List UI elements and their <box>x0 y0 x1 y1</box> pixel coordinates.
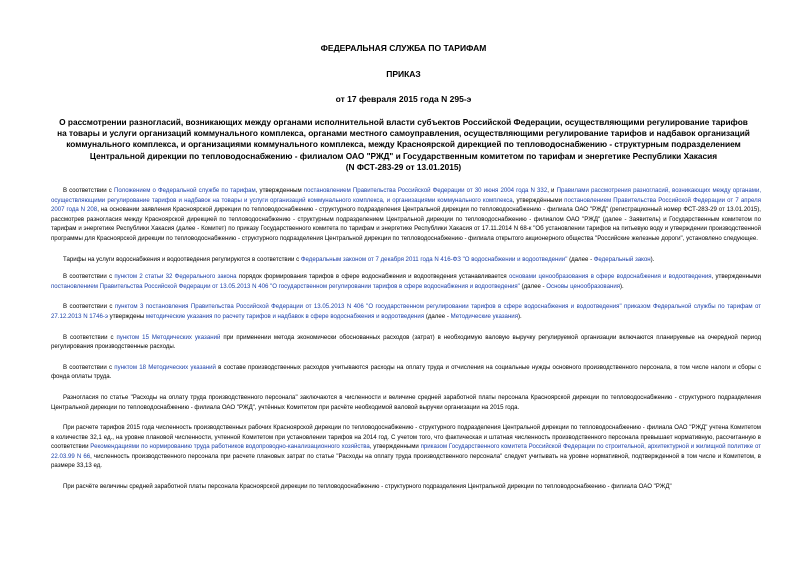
paragraph-text: утверждены <box>107 312 146 320</box>
document-link[interactable]: Правилами рассмотрения разногласий, возникающих между органами, осуществляющими регулирование тарифов и надбавок на товары и услуги организаций коммунального комплекса, и организациями коммунального комплекса <box>51 187 762 204</box>
paragraph-text: порядок формирования тарифов в сфере водоснабжения и водоотведения устанавливается <box>236 273 509 281</box>
paragraph-text: В соответствии с <box>63 303 115 311</box>
paragraph-text: , утвержденными <box>369 443 421 451</box>
document-link[interactable]: постановлением Правительства Российской Федерации от 30 июня 2004 года N 332 <box>303 187 548 194</box>
doc-title-text: О рассмотрении разногласий, возникающих между органами исполнительной власти субъектов Российской Федерации, осуществляющими регулирование тарифов на товары и услуги организаций коммунального комплекса, органами местного самоуправления, осуществляющими регулирование тарифов и надбавок организаций коммунального комплекса, и организациями коммунального комплекса, между Красноярской дирекцией по тепловодоснабжению - структурным подразделением Центральной дирекции по тепловодоснабжению - филиалом ОАО "РЖД" и Государственным комитетом по тарифам и энергетике Республики Хакасия <box>57 117 750 161</box>
doc-title-number: (N ФСТ-283-29 от 13.01.2015) <box>345 161 462 172</box>
paragraph <box>51 272 761 291</box>
doc-date: от 17 февраля 2015 года N 295-э <box>335 94 472 104</box>
paragraph-text: (далее - <box>424 312 451 320</box>
paragraph-text: Разногласия по статье "Расходы на оплату труда производственного персонала" заключаются в численности и величине средней заработной платы персонала Красноярской дирекции по тепловодоснабжению - структурного подразделения Центральной дирекции по тепловодоснабжению - филиала ОАО "РЖД", учтённых Комитетом при расчёте необходимой валовой выручки организации на 2015 года. <box>51 393 761 411</box>
paragraph-text: В соответствии с <box>63 187 114 194</box>
paragraph-text: В соответствии с <box>63 273 115 281</box>
document-link[interactable]: приказом Государственного комитета Российской Федерации по строительной, архитектурной и жилищной политике от 22.03.99 N 66 <box>51 443 761 460</box>
paragraph-text: , на основании заявления Красноярской дирекции по тепловодоснабжению - структурного подразделения Центральной дирекции по тепловодоснабжению - филиала ОАО "РЖД" (регистрационный номер ФСТ-283-29 от 13.01.2015), рассмотрев разногласия между Красноярской дирекцией по тепловодоснабжению - структурным подразделением Центральной дирекции по тепловодоснабжению - филиалом ОАО "РЖД" (далее - Заявитель) и Государственным комитетом по тарифам и энергетике Республики Хакасия (далее - Комитет) по приказу Государственного комитета по тарифам и энергетике Республики Хакасия от 17.11.2014 N 68-к "Об установлении тарифов на питьевую воду и утверждении производственной программы для Красноярской дирекции по тепловодоснабжению - структурного подразделения Центральной дирекции по тепловодоснабжению - филиала открытого акционерного общества "Российские железные дороги", установлено следующее. <box>51 206 761 242</box>
document-link[interactable]: методические указания по расчету тарифов и надбавок в сфере водоснабжения и водоотведения <box>145 312 425 320</box>
paragraph-text: , утвержденными <box>711 273 761 281</box>
document-link[interactable]: постановлением Правительства Российской Федерации от 7 апреля 2007 года N 208 <box>51 196 762 214</box>
paragraph-text: при применении метода экономически обоснованных расходов (затрат) в необходимую валовую выручку регулируемой организации включаются планируемые на очередной период регулирования производственные расходы. <box>51 333 762 351</box>
document-link[interactable]: Федеральным законом от 7 декабря 2011 года N 416-ФЗ "О водоснабжении и водоотведении" <box>300 255 568 263</box>
paragraph-text: Тарифы на услуги водоснабжения и водоотведения регулируются в соответствии с <box>63 255 301 263</box>
paragraph-text: , численность производственного персонала при расчете плановых затрат по статье "Расходы на оплату труда производственного персонала" следует учитывать на уровне нормативной, подтвержденной в том числе и Комитетом, в размере 33,13 ед. <box>51 452 761 470</box>
paragraph-text: (далее - <box>519 282 547 290</box>
paragraph-text: ). <box>650 255 655 263</box>
paragraph <box>51 302 761 321</box>
document-link[interactable]: Рекомендациями по нормированию труда работников водопроводно-канализационного хозяйства <box>90 443 370 451</box>
paragraph <box>51 363 761 382</box>
paragraph <box>51 186 761 244</box>
paragraph <box>51 393 761 412</box>
doc-body <box>51 186 761 503</box>
paragraph <box>51 333 761 352</box>
paragraph <box>51 255 761 265</box>
document-link[interactable]: Положением о Федеральной службе по тарифам <box>113 187 256 194</box>
doc-type-heading: ПРИКАЗ <box>386 69 421 79</box>
paragraph-text: в составе производственных расходов учитываются расходы на оплату труда и отчисления на социальные нужды основного производственного персонала, в том числе налоги и сборы с фонда оплаты труда. <box>51 363 762 381</box>
paragraph-text: ). <box>620 282 624 290</box>
paragraph-text: , утверждёнными <box>512 196 565 204</box>
paragraph-text: ). <box>518 312 522 320</box>
paragraph-text: При расчете тарифов 2015 года численность производственных рабочих Красноярской дирекции по тепловодоснабжению - структурного подразделения Центральной дирекции по тепловодоснабжению - филиала ОАО "РЖД" учтена Комитетом в количестве 32,1 ед., на уровне плановой численности, учтенной Комитетом при установлении тарифов на 2014 год. С учетом того, что фактическая и штатная численность производственного персонала превышает нормативную, рассчитанную в соответствии <box>51 424 761 451</box>
paragraph <box>51 423 761 471</box>
document-link[interactable]: пунктом 15 Методических указаний <box>116 333 221 341</box>
paragraph-text: При расчёте величины средней заработной платы персонала Красноярской дирекции по тепловодоснабжению - структурного подразделения Центральной дирекции по тепловодоснабжению - филиала ОАО "РЖД" <box>63 483 672 491</box>
document-link[interactable]: пунктом 3 постановления Правительства Российской Федерации от 13.05.2013 N 406 "О государственном регулировании тарифов в сфере водоснабжения и водоотведения" <box>114 303 622 311</box>
document-link[interactable]: приказом Федеральной службы по тарифам от 27.12.2013 N 1746-э <box>51 303 762 320</box>
document-link[interactable]: пунктом 2 статьи 32 Федерального закона <box>114 273 237 281</box>
paragraph-text: , утвержденным <box>255 187 304 194</box>
document-link[interactable]: пунктом 18 Методических указаний <box>114 363 216 371</box>
document-link[interactable]: Методические указания <box>450 312 519 320</box>
paragraph-text: (далее - <box>567 255 594 263</box>
doc-title <box>56 117 751 173</box>
paragraph-text: , и <box>547 187 557 194</box>
paragraph <box>51 482 761 492</box>
agency-heading: ФЕДЕРАЛЬНАЯ СЛУЖБА ПО ТАРИФАМ <box>320 43 487 53</box>
document-link[interactable]: Основы ценообразования <box>546 282 621 290</box>
document-link[interactable]: постановлением Правительства Российской Федерации от 13.05.2013 N 406 "О государственном регулировании тарифов в сфере водоснабжения и водоотведения" <box>51 282 520 290</box>
document-link[interactable]: основами ценообразования в сфере водоснабжения и водоотведения <box>508 273 712 281</box>
paragraph-text: В соответствии с <box>63 333 117 341</box>
paragraph-text: В соответствии с <box>63 363 115 371</box>
document-link[interactable]: Федеральный закон <box>593 255 651 263</box>
